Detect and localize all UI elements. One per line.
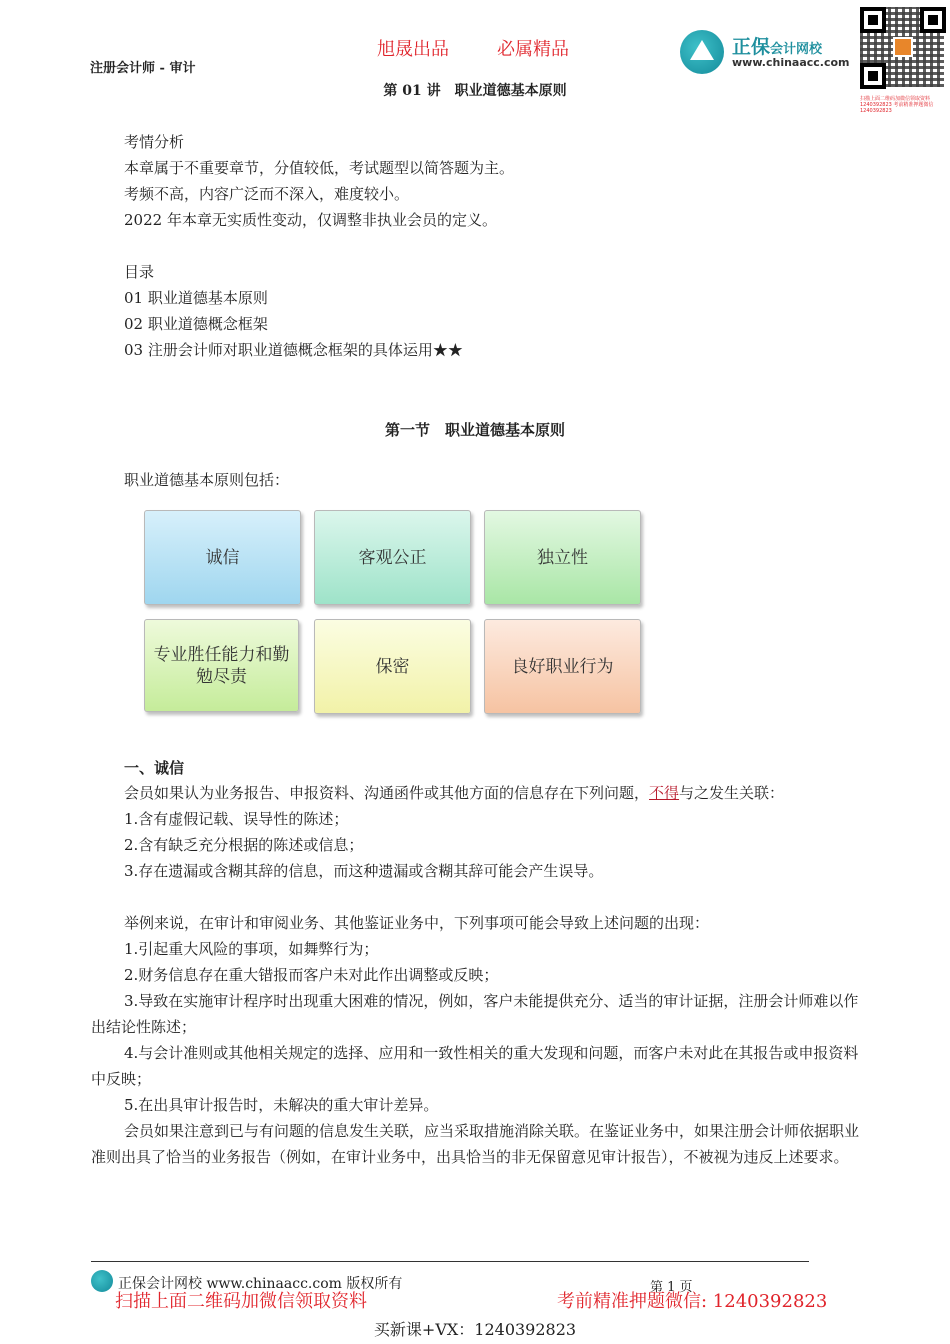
- problem-item: 3.存在遗漏或含糊其辞的信息，而这种遗漏或含糊其辞可能会产生误导。: [124, 862, 604, 880]
- intro-line: 本章属于不重要章节，分值较低，考试题型以简答题为主。: [124, 159, 515, 177]
- example-item: 1.引起重大风险的事项，如舞弊行为；: [124, 940, 379, 958]
- logo-sub: 会计网校: [770, 42, 823, 57]
- problem-item: 1.含有虚假记载、误导性的陈述；: [124, 810, 349, 828]
- slogan-right: 必属精品: [497, 39, 569, 60]
- toc-heading: 目录: [124, 263, 155, 281]
- principle-box-objectivity: 客观公正: [314, 510, 471, 605]
- lecture-title: 第 01 讲 职业道德基本原则: [383, 83, 567, 99]
- principle-box-independence: 独立性: [484, 510, 641, 605]
- integrity-rule-post: 与之发生关联：: [679, 784, 785, 802]
- principle-box-confidentiality: 保密: [314, 619, 471, 714]
- course-label: 注册会计师 - 审计: [90, 61, 196, 76]
- slogan-left: 旭晟出品: [377, 39, 449, 60]
- footer-logo-icon: [91, 1270, 113, 1292]
- section-title: 第一节 职业道德基本原则: [384, 421, 565, 439]
- problem-item: 2.含有缺乏充分根据的陈述或信息；: [124, 836, 364, 854]
- principles-intro: 职业道德基本原则包括：: [124, 471, 290, 489]
- footer-divider: [91, 1261, 809, 1262]
- example-item: 5.在出具审计报告时，未解决的重大审计差异。: [124, 1096, 439, 1114]
- example-item: 3.导致在实施审计程序时出现重大困难的情况，例如，客户未能提供充分、适当的审计证据，注册会计师难以作出结论性陈述；: [91, 992, 859, 1036]
- promo-right: 考前精准押题微信: 1240392823: [557, 1291, 828, 1312]
- intro-line: 考频不高，内容广泛而不深入，难度较小。: [124, 185, 410, 203]
- principle-box-competence: 专业胜任能力和勤勉尽责: [144, 619, 299, 712]
- intro-heading: 考情分析: [124, 133, 185, 151]
- buy-course-note: 买新课+VX：1240392823: [373, 1320, 577, 1339]
- integrity-rule-pre: 会员如果认为业务报告、申报资料、沟通函件或其他方面的信息存在下列问题，: [124, 784, 650, 802]
- intro-line: 2022 年本章无实质性变动，仅调整非执业会员的定义。: [124, 211, 497, 229]
- qr-caption: 扫描上面二维码加微信领取资料 1240392823 考前精准押题微信 1240392823: [860, 96, 934, 114]
- toc-item: 03 注册会计师对职业道德概念框架的具体运用★★: [124, 341, 463, 359]
- logo-name: 正保: [732, 36, 771, 58]
- chinaacc-logo: [680, 30, 860, 80]
- promo-left: 扫描上面二维码加微信领取资料: [115, 1291, 367, 1312]
- integrity-rule-emphasis: 不得: [649, 784, 680, 802]
- example-intro: 举例来说，在审计和审阅业务、其他鉴证业务中，下列事项可能会导致上述问题的出现：: [124, 914, 710, 932]
- toc-item: 01 职业道德基本原则: [124, 289, 268, 307]
- logo-url: www.chinaacc.com: [732, 56, 850, 69]
- integrity-rule: [124, 780, 784, 806]
- example-item: 2.财务信息存在重大错报而客户未对此作出调整或反映；: [124, 966, 499, 984]
- example-item: 4.与会计准则或其他相关规定的选择、应用和一致性相关的重大发现和问题，而客户未对此在其报告或申报资料中反映；: [91, 1044, 859, 1088]
- footer-page-number: 第 1 页: [650, 1280, 693, 1295]
- integrity-heading: 一、诚信: [124, 759, 185, 777]
- toc-item: 02 职业道德概念框架: [124, 315, 268, 333]
- footer-copyright: 正保会计网校 www.chinaacc.com 版权所有: [118, 1276, 403, 1292]
- logo-emblem-icon: [680, 30, 724, 74]
- integrity-conclusion: 会员如果注意到已与有问题的信息发生关联，应当采取措施消除关联。在鉴证业务中，如果注册会计师依据职业准则出具了恰当的业务报告（例如，在审计业务中，出具恰当的非无保留意见审计报告），不被视为违反上述要求。: [91, 1122, 860, 1166]
- principle-box-conduct: 良好职业行为: [484, 619, 641, 714]
- principle-box-integrity: 诚信: [144, 510, 301, 605]
